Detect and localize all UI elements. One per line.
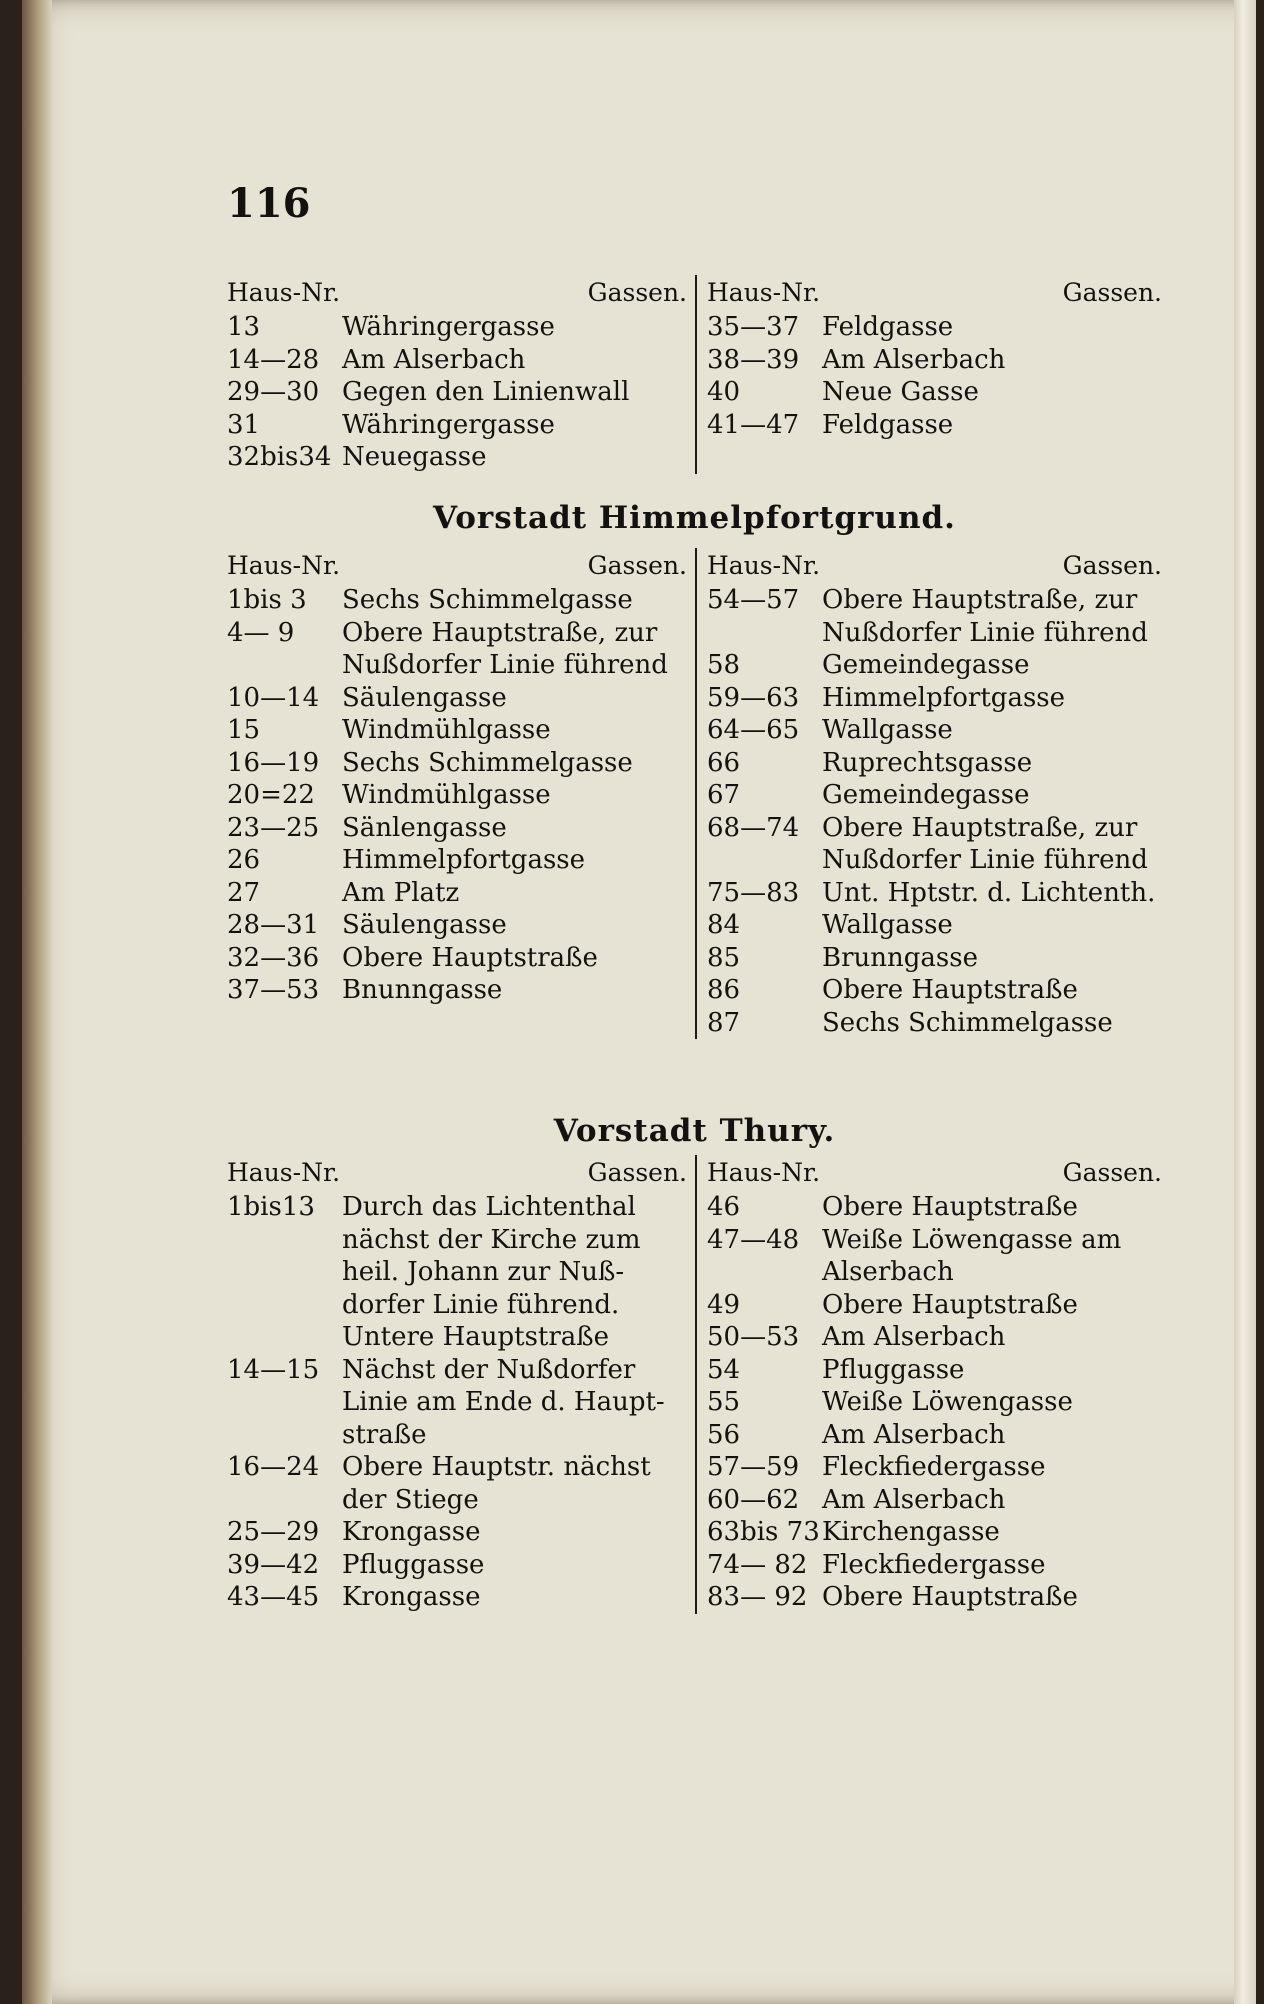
street-name: Obere Hauptstraße [822, 1289, 1078, 1320]
street-name-continuation: der Stiege [342, 1484, 479, 1515]
street-name: Sechs Schimmelgasse [342, 585, 633, 615]
house-number: 63bis 73 [707, 1517, 820, 1547]
section-3-columns [227, 1155, 1162, 1614]
table-row [227, 617, 687, 650]
header-streets: Gassen. [1062, 551, 1162, 580]
house-number: 55 [707, 1387, 741, 1417]
table-row [707, 1191, 1162, 1224]
street-name-continuation: Nußdorfer Linie führend [822, 617, 1148, 648]
table-row [227, 1516, 687, 1549]
street-name: Obere Hauptstraße, zur [822, 585, 1138, 615]
house-number: 32bis34 [227, 442, 332, 472]
section-1-right-column [695, 275, 1162, 474]
table-row [227, 311, 687, 344]
section-2-right-column [695, 548, 1162, 1039]
street-name: Durch das Lichtenthal [342, 1192, 636, 1222]
table-row [227, 844, 687, 877]
street-name: Obere Hauptstraße [342, 942, 598, 973]
table-row [707, 1419, 1162, 1452]
street-name: Windmühlgasse [342, 715, 551, 745]
street-name: Währingergasse [342, 409, 555, 440]
house-number: 54 [707, 1354, 741, 1385]
street-name-continuation: Alserbach [822, 1257, 954, 1287]
street-name: Am Platz [342, 877, 460, 908]
table-row [707, 1321, 1162, 1354]
house-number: 66 [707, 747, 741, 778]
house-number: 4— 9 [227, 617, 295, 648]
house-number: 68—74 [707, 812, 800, 843]
house-number: 39—42 [227, 1549, 320, 1580]
table-row [227, 1191, 687, 1224]
house-number: 32—36 [227, 942, 320, 973]
house-number: 86 [707, 975, 741, 1005]
table-row [707, 376, 1162, 409]
house-number: 16—19 [227, 747, 320, 778]
table-row [707, 877, 1162, 910]
table-row [227, 682, 687, 715]
house-number: 27 [227, 877, 261, 908]
table-row [227, 877, 687, 910]
street-name: Gegen den Linienwall [342, 377, 630, 407]
table-row [227, 409, 687, 442]
page-edge [1234, 0, 1256, 2004]
house-number: 14—28 [227, 344, 320, 375]
street-name: Obere Hauptstraße [822, 1582, 1078, 1612]
table-row [707, 714, 1162, 747]
table-row [227, 942, 687, 975]
house-number: 16—24 [227, 1452, 320, 1482]
column-header [227, 275, 687, 311]
house-number: 15 [227, 715, 261, 745]
house-number: 84 [707, 910, 741, 940]
house-number: 20=22 [227, 780, 315, 810]
column-header [707, 1155, 1162, 1191]
street-name: Nächst der Nußdorfer [342, 1354, 636, 1385]
section-3-title: Vorstadt Thury. [553, 1113, 836, 1149]
house-number: 38—39 [707, 344, 800, 375]
table-row [707, 649, 1162, 682]
street-name: Am Alserbach [822, 1484, 1006, 1515]
house-number: 28—31 [227, 910, 320, 940]
street-name: Am Alserbach [342, 344, 526, 375]
street-name-continuation: Untere Hauptstraße [342, 1322, 610, 1352]
street-name: Obere Hauptstraße [822, 975, 1078, 1005]
house-number: 1bis 3 [227, 585, 307, 615]
page-number: 116 [227, 180, 311, 227]
column-header [227, 1155, 687, 1191]
section-2-title: Vorstadt Himmelpfortgrund. [433, 500, 956, 536]
house-number: 23—25 [227, 812, 320, 843]
street-name: Am Alserbach [822, 1322, 1006, 1352]
table-row [227, 812, 687, 845]
house-number: 25—29 [227, 1517, 320, 1547]
table-row [227, 376, 687, 409]
street-name: Obere Hauptstraße, zur [822, 812, 1138, 843]
street-name-continuation: Nußdorfer Linie führend [822, 845, 1148, 875]
table-row [707, 1289, 1162, 1322]
street-name: Himmelpfortgasse [342, 845, 586, 875]
house-number: 43—45 [227, 1582, 320, 1612]
street-name: Säulengasse [342, 682, 507, 713]
street-name: Sechs Schimmelgasse [822, 1007, 1113, 1038]
house-number: 14—15 [227, 1354, 320, 1385]
table-row [707, 1007, 1162, 1040]
table-row [707, 974, 1162, 1007]
table-row [707, 942, 1162, 975]
street-name: Feldgasse [822, 409, 954, 440]
house-number: 1bis13 [227, 1192, 315, 1222]
house-number: 57—59 [707, 1452, 800, 1482]
street-name-continuation: straße [342, 1419, 427, 1450]
table-row [707, 682, 1162, 715]
street-name: Gemeindegasse [822, 780, 1030, 810]
house-number: 46 [707, 1192, 741, 1222]
table-row [707, 1581, 1162, 1614]
street-name-continuation: nächst der Kirche zum [342, 1224, 641, 1255]
street-name: Am Alserbach [822, 344, 1006, 375]
header-house-number: Haus-Nr. [707, 278, 821, 307]
table-row [707, 409, 1162, 442]
street-name: Weiße Löwengasse am [822, 1224, 1122, 1255]
street-name: Pfluggasse [342, 1549, 485, 1580]
street-name: Feldgasse [822, 312, 954, 342]
street-name: Wallgasse [822, 715, 953, 745]
header-house-number: Haus-Nr. [227, 1158, 341, 1187]
house-number: 56 [707, 1419, 741, 1450]
street-name: Am Alserbach [822, 1419, 1006, 1450]
book-spine [22, 0, 52, 2004]
table-row [707, 812, 1162, 845]
section-1-left-column [227, 275, 695, 474]
house-number: 10—14 [227, 682, 320, 713]
street-name-continuation: dorfer Linie führend. [342, 1289, 620, 1320]
table-row [707, 1484, 1162, 1517]
house-number: 29—30 [227, 377, 320, 407]
header-streets: Gassen. [587, 278, 687, 307]
street-name: Säulengasse [342, 910, 507, 940]
house-number: 83— 92 [707, 1582, 808, 1612]
street-name: Krongasse [342, 1582, 481, 1612]
street-name: Fleckfiedergasse [822, 1549, 1046, 1580]
street-name: Obere Hauptstraße [822, 1192, 1078, 1222]
house-number: 60—62 [707, 1484, 800, 1515]
street-name: Windmühlgasse [342, 780, 551, 810]
table-row [227, 1451, 687, 1484]
house-number: 49 [707, 1289, 741, 1320]
street-name: Kirchengasse [822, 1517, 1000, 1547]
table-row [707, 584, 1162, 617]
house-number: 41—47 [707, 409, 800, 440]
house-number: 85 [707, 942, 741, 973]
book-page [22, 0, 1256, 2004]
section-2-left-column [227, 548, 695, 1039]
table-row [707, 1224, 1162, 1257]
street-name: Brunngasse [822, 942, 978, 973]
section-3-right-column [695, 1155, 1162, 1614]
street-name: Neue Gasse [822, 377, 979, 407]
street-name: Unt. Hptstr. d. Lichtenth. [822, 877, 1156, 908]
street-name: Neuegasse [342, 442, 487, 472]
table-row [227, 974, 687, 1007]
street-name-continuation: Nußdorfer Linie führend [342, 650, 668, 680]
house-number: 13 [227, 312, 261, 342]
house-number: 74— 82 [707, 1549, 808, 1580]
table-row [227, 909, 687, 942]
table-row [227, 779, 687, 812]
table-row [227, 1581, 687, 1614]
table-row [707, 909, 1162, 942]
house-number: 54—57 [707, 585, 800, 615]
street-name: Obere Hauptstr. nächst [342, 1452, 651, 1482]
header-streets: Gassen. [1062, 278, 1162, 307]
table-row [227, 1354, 687, 1387]
header-streets: Gassen. [587, 551, 687, 580]
house-number: 75—83 [707, 877, 800, 908]
street-name: Pfluggasse [822, 1354, 965, 1385]
table-row [707, 779, 1162, 812]
header-house-number: Haus-Nr. [227, 278, 341, 307]
house-number: 40 [707, 377, 741, 407]
street-name: Himmelpfortgasse [822, 682, 1066, 713]
house-number: 26 [227, 845, 261, 875]
house-number: 64—65 [707, 715, 800, 745]
street-name: Weiße Löwengasse [822, 1387, 1073, 1417]
header-streets: Gassen. [587, 1158, 687, 1187]
table-row [227, 441, 687, 474]
section-1-columns [227, 275, 1162, 474]
table-row [707, 344, 1162, 377]
table-row [707, 1386, 1162, 1419]
house-number: 47—48 [707, 1224, 800, 1255]
street-name: Gemeindegasse [822, 650, 1030, 680]
header-house-number: Haus-Nr. [227, 551, 341, 580]
house-number: 87 [707, 1007, 741, 1038]
street-name-continuation: heil. Johann zur Nuß- [342, 1257, 625, 1287]
table-row [707, 311, 1162, 344]
table-row [227, 747, 687, 780]
column-header [707, 548, 1162, 584]
header-streets: Gassen. [1062, 1158, 1162, 1187]
table-row [707, 747, 1162, 780]
table-row [227, 344, 687, 377]
header-house-number: Haus-Nr. [707, 1158, 821, 1187]
house-number: 58 [707, 650, 741, 680]
table-row [227, 1549, 687, 1582]
street-name: Bnunngasse [342, 975, 503, 1005]
street-name: Ruprechtsgasse [822, 747, 1033, 778]
table-row [227, 714, 687, 747]
column-header [707, 275, 1162, 311]
street-name: Krongasse [342, 1517, 481, 1547]
street-name: Sechs Schimmelgasse [342, 747, 633, 778]
house-number: 50—53 [707, 1322, 800, 1352]
section-3-left-column [227, 1155, 695, 1614]
house-number: 35—37 [707, 312, 800, 342]
house-number: 67 [707, 780, 741, 810]
table-row [227, 584, 687, 617]
table-row [707, 1549, 1162, 1582]
street-name: Fleckfiedergasse [822, 1452, 1046, 1482]
house-number: 31 [227, 409, 261, 440]
house-number: 59—63 [707, 682, 800, 713]
street-name-continuation: Linie am Ende d. Haupt- [342, 1387, 665, 1417]
street-name: Sänlengasse [342, 812, 507, 843]
header-house-number: Haus-Nr. [707, 551, 821, 580]
table-row [707, 1451, 1162, 1484]
table-row [707, 1516, 1162, 1549]
house-number: 37—53 [227, 975, 320, 1005]
street-name: Wallgasse [822, 910, 953, 940]
table-row [707, 1354, 1162, 1387]
section-2-columns [227, 548, 1162, 1039]
column-header [227, 548, 687, 584]
street-name: Währingergasse [342, 312, 555, 342]
street-name: Obere Hauptstraße, zur [342, 617, 658, 648]
